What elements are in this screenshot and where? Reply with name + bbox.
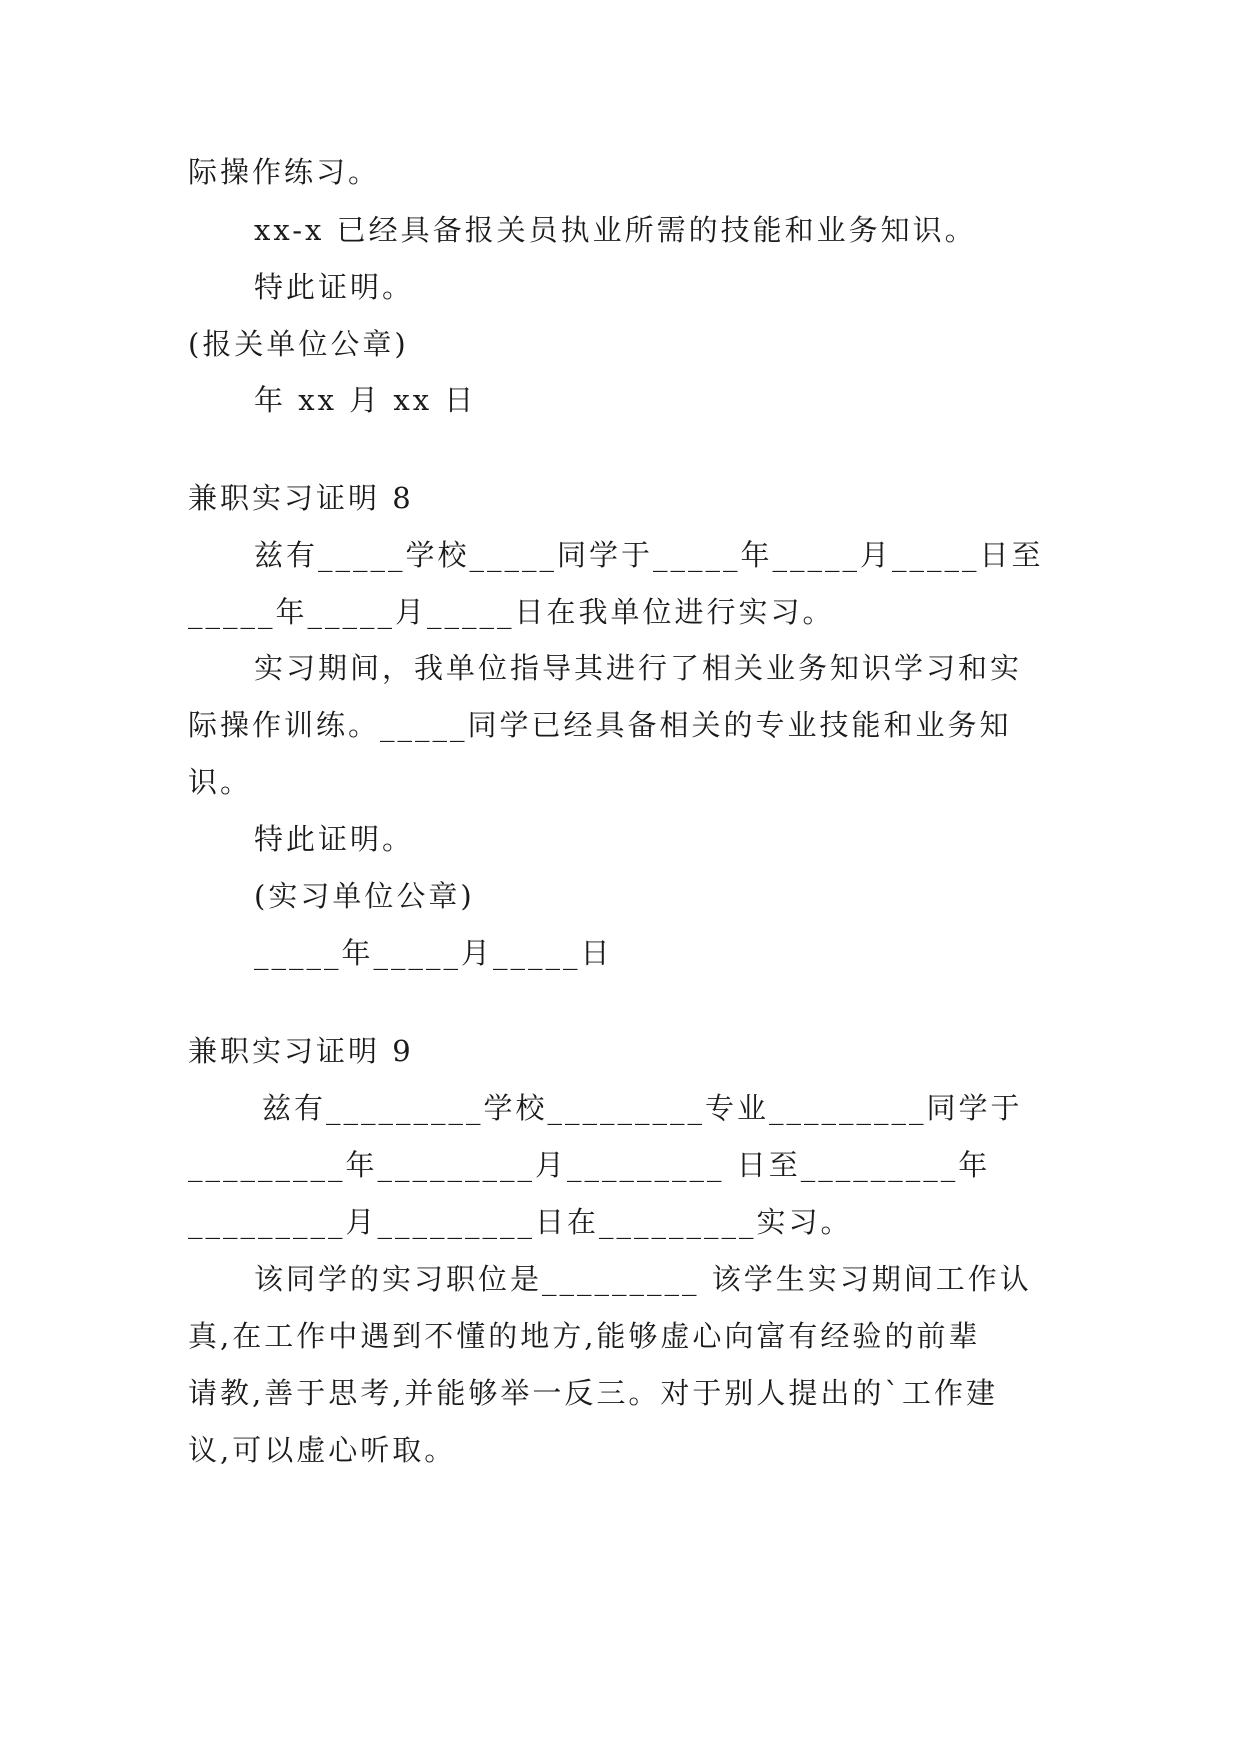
- paragraph-line: 兹有_________学校_________专业_________同学于: [262, 1091, 1023, 1125]
- paragraph-line: _________月_________日在_________实习。: [188, 1205, 853, 1239]
- paragraph-line: 际操作训练。_____同学已经具备相关的专业技能和业务知: [188, 708, 1012, 742]
- paragraph-line: 该同学的实习职位是_________ 该学生实习期间工作认: [254, 1262, 1032, 1296]
- seal-label: (实习单位公章): [254, 879, 475, 913]
- paragraph-line: 实习期间，我单位指导其进行了相关业务知识学习和实: [254, 651, 1023, 685]
- paragraph-line: xx-x 已经具备报关员执业所需的技能和业务知识。: [254, 213, 977, 247]
- paragraph-line: 议,可以虚心听取。: [188, 1433, 457, 1467]
- paragraph-line: 特此证明。: [254, 270, 415, 304]
- paragraph-line: 真,在工作中遇到不懂的地方,能够虚心向富有经验的前辈: [188, 1319, 981, 1353]
- date-line: 年 xx 月 xx 日: [254, 383, 477, 417]
- paragraph-line: 特此证明。: [254, 822, 415, 856]
- paragraph-line: 请教,善于思考,并能够举一反三。对于别人提出的`工作建: [188, 1376, 998, 1410]
- seal-label: (报关单位公章): [188, 327, 409, 361]
- paragraph-line: 识。: [188, 765, 253, 799]
- date-line: _____年_____月_____日: [254, 936, 613, 970]
- section-title: 兼职实习证明 9: [188, 1034, 414, 1068]
- paragraph-line: 兹有_____学校_____同学于_____年_____月_____日至: [254, 538, 1044, 572]
- section-title: 兼职实习证明 8: [188, 481, 414, 515]
- paragraph-line: _________年_________月_________ 日至_________年: [188, 1148, 991, 1182]
- paragraph-line: _____年_____月_____日在我单位进行实习。: [188, 595, 835, 629]
- paragraph-line: 际操作练习。: [188, 155, 381, 189]
